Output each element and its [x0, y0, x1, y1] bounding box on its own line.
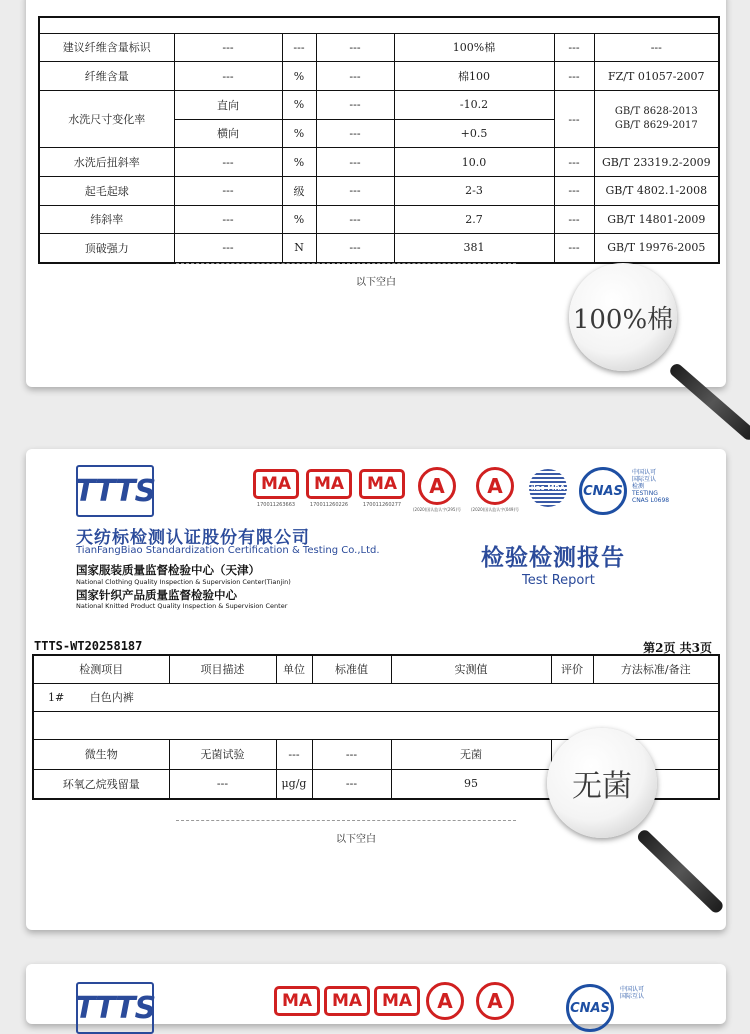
cma-badge: MA [374, 986, 420, 1016]
cell-method: --- [594, 33, 719, 62]
header-cell: 方法标准/备注 [593, 655, 719, 683]
cell-desc: 无菌试验 [169, 739, 276, 769]
cell-measured: 2.7 [394, 205, 554, 234]
table-row [39, 17, 719, 33]
method-line: GB/T 8629-2017 [614, 120, 698, 132]
cell-rating: --- [554, 205, 594, 234]
center-name-1-en: National Clothing Quality Inspection & Supervision Center(Tianjin) [76, 578, 291, 586]
magnifier-lens [569, 263, 677, 371]
cell-measured: 无菌 [391, 739, 551, 769]
cma-badge: MA [306, 469, 352, 499]
header-cell: 单位 [276, 655, 312, 683]
table-row [39, 90, 719, 119]
cell-standard: --- [316, 205, 394, 234]
cell-item: 顶破强力 [39, 234, 174, 263]
cell-item: 水洗后扭斜率 [39, 148, 174, 177]
cell-unit: % [282, 205, 316, 234]
table-header-row [33, 655, 719, 683]
cell-item: 水洗尺寸变化率 [39, 90, 174, 147]
cell-unit: N [282, 234, 316, 263]
cell-unit: % [282, 62, 316, 91]
company-name: 天纺标检测认证股份有限公司 [76, 528, 310, 548]
cell-measured: -10.2 [394, 90, 554, 119]
cell-standard: --- [316, 148, 394, 177]
ilac-mra-logo: ilac-MRA [529, 469, 567, 507]
cell-method: GB/T 14801-2009 [594, 205, 719, 234]
blank-below-label: 以下空白 [356, 277, 396, 288]
cma-badge: MA [274, 986, 320, 1016]
cell-method: GB/T 4802.1-2008 [594, 176, 719, 205]
cell-desc: --- [174, 234, 282, 263]
cnas-caption: 中国认可 国际互认 检测 TESTING CNAS L0698 [632, 469, 670, 504]
cell-item: 纬斜率 [39, 205, 174, 234]
ttts-logo: TTTS [76, 982, 154, 1034]
cnas-caption: 中国认可 国际互认 [620, 986, 645, 1000]
cell-measured: 2-3 [394, 176, 554, 205]
cma-number: 170011263663 [256, 502, 296, 508]
cell-desc: 横向 [174, 119, 282, 148]
report-title: 检验检测报告 [481, 545, 625, 571]
report-title-en: Test Report [522, 573, 595, 588]
cell-desc: --- [174, 33, 282, 62]
magnifier-text: 无菌 [572, 769, 632, 804]
cell-standard: --- [316, 62, 394, 91]
cell-unit: --- [276, 739, 312, 769]
cell-item: 起毛起球 [39, 176, 174, 205]
blank-below-label: 以下空白 [336, 834, 376, 845]
table-row [39, 176, 719, 205]
cell-desc: --- [174, 205, 282, 234]
cma-number: 170011260226 [309, 502, 349, 508]
method-line: GB/T 8628-2013 [614, 106, 698, 118]
cell-method: GB/T 19976-2005 [594, 234, 719, 263]
cell-measured: 381 [394, 234, 554, 263]
cell-standard: --- [316, 90, 394, 119]
table-row [39, 148, 719, 177]
header-cell: 评价 [551, 655, 593, 683]
cell-unit: % [282, 90, 316, 119]
sample-cell [33, 683, 719, 711]
center-name-2: 国家针织产品质量监督检验中心 [76, 588, 237, 602]
cell-standard: --- [312, 739, 391, 769]
header-cell: 实测值 [391, 655, 551, 683]
cell-desc: 直向 [174, 90, 282, 119]
cell-method: GB/T 23319.2-2009 [594, 148, 719, 177]
cal-badge: A [476, 982, 514, 1020]
center-name-2-en: National Knitted Product Quality Inspection & Supervision Center [76, 602, 288, 610]
center-name-1: 国家服装质量监督检验中心（天津） [76, 563, 260, 577]
cell-method: FZ/T 01057-2007 [594, 62, 719, 91]
table-row [39, 33, 719, 62]
cal-number: (2020)国认监认字(049)号 [470, 507, 520, 512]
cell-rating: --- [554, 176, 594, 205]
cell-item: 纤维含量 [39, 62, 174, 91]
table-row [39, 234, 719, 263]
table-row [39, 62, 719, 91]
sample-name: 白色内裤 [89, 691, 134, 704]
cell-standard: --- [316, 33, 394, 62]
cell-measured: +0.5 [394, 119, 554, 148]
cma-badge: MA [324, 986, 370, 1016]
cell-desc: --- [174, 62, 282, 91]
report-page-3 [26, 964, 726, 1024]
cma-badge: MA [359, 469, 405, 499]
cell-unit: --- [282, 33, 316, 62]
cell-item: 建议纤维含量标识 [39, 33, 174, 62]
cell-standard: --- [316, 234, 394, 263]
table-row [39, 205, 719, 234]
dashed-separator [176, 820, 516, 821]
header-cell: 检测项目 [33, 655, 169, 683]
page-indicator: 第2页 共3页 [643, 641, 712, 655]
cal-badge: A [418, 467, 456, 505]
magnifier-lens [547, 728, 657, 838]
cma-badge: MA [253, 469, 299, 499]
company-name-en: TianFangBiao Standardization Certification & Testing Co.,Ltd. [76, 545, 380, 556]
cell-standard: --- [316, 119, 394, 148]
dashed-separator [176, 263, 516, 264]
cell-measured: 棉100 [394, 62, 554, 91]
cell-item: 微生物 [33, 739, 169, 769]
cal-badge: A [476, 467, 514, 505]
cell-unit: % [282, 148, 316, 177]
cell-method [594, 90, 719, 147]
cal-badge: A [426, 982, 464, 1020]
cell-standard: --- [316, 176, 394, 205]
cnas-logo: CNAS [566, 984, 614, 1032]
cnas-logo: CNAS [579, 467, 627, 515]
cell-rating: --- [554, 33, 594, 62]
ttts-logo: TTTS [76, 465, 154, 517]
cell-item: 环氧乙烷残留量 [33, 769, 169, 799]
cell-desc: --- [174, 176, 282, 205]
cell-unit: 级 [282, 176, 316, 205]
sample-number: 1# [48, 691, 65, 704]
cma-number: 170011260277 [362, 502, 402, 508]
sample-row [33, 683, 719, 711]
cell-measured: 95 [391, 769, 551, 799]
cal-number: (2020)国认监认字(295)号 [412, 507, 462, 512]
cell-rating: --- [554, 234, 594, 263]
report-number: TTTS-WT20258187 [34, 639, 143, 653]
cell-unit: % [282, 119, 316, 148]
cell-desc: --- [174, 148, 282, 177]
cell-measured: 100%棉 [394, 33, 554, 62]
header-cell: 标准值 [312, 655, 391, 683]
report-page-2 [26, 449, 726, 930]
cell-unit: μg/g [276, 769, 312, 799]
cell-rating: --- [554, 90, 594, 147]
cell-desc: --- [169, 769, 276, 799]
header-cell: 项目描述 [169, 655, 276, 683]
cell-measured: 10.0 [394, 148, 554, 177]
magnifier-text: 100%棉 [572, 304, 674, 335]
test-results-table [38, 16, 720, 264]
cell-standard: --- [312, 769, 391, 799]
cell-rating: --- [554, 148, 594, 177]
cell-rating: --- [554, 62, 594, 91]
